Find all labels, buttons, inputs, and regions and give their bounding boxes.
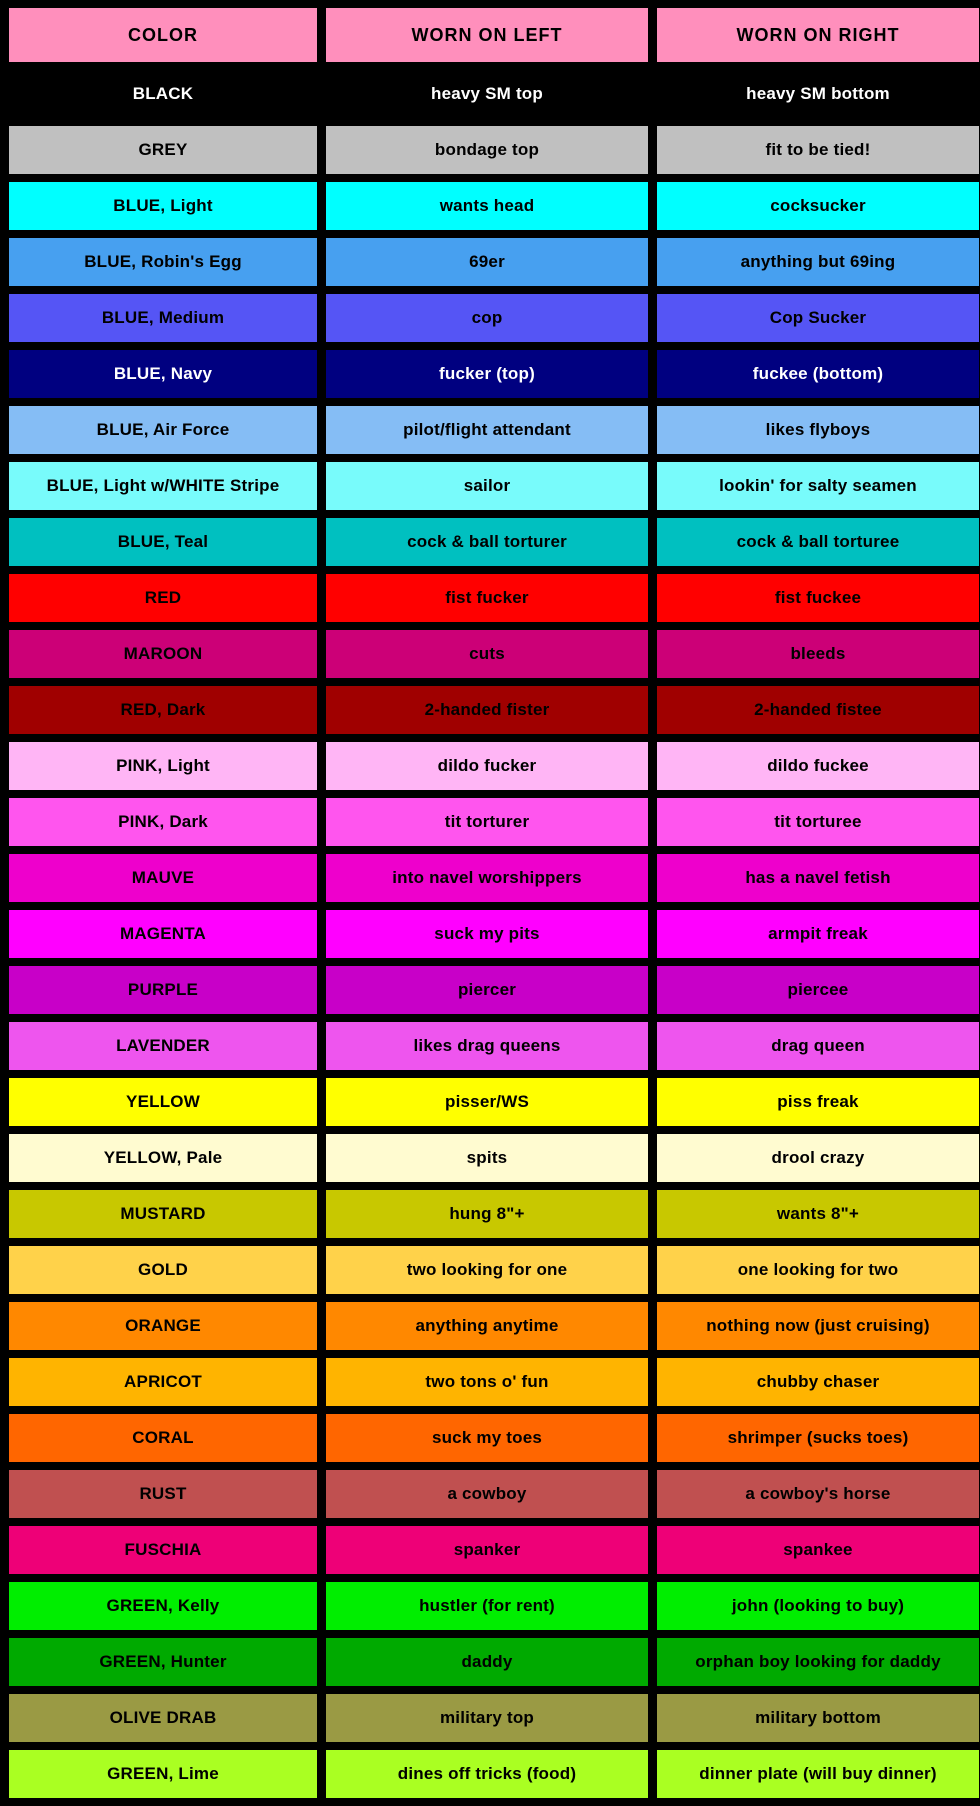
cell-worn-on-left: likes drag queens	[326, 1022, 648, 1070]
cell-worn-on-left: pilot/flight attendant	[326, 406, 648, 454]
cell-worn-on-right: armpit freak	[657, 910, 979, 958]
cell-worn-on-right: one looking for two	[657, 1246, 979, 1294]
cell-color-name: BLUE, Navy	[9, 350, 317, 398]
cell-worn-on-left: cock & ball torturer	[326, 518, 648, 566]
table-row	[9, 630, 979, 678]
cell-color-name: PURPLE	[9, 966, 317, 1014]
cell-worn-on-left: sailor	[326, 462, 648, 510]
cell-worn-on-left: into navel worshippers	[326, 854, 648, 902]
cell-worn-on-left: fist fucker	[326, 574, 648, 622]
table-row	[9, 182, 979, 230]
cell-color-name: MAUVE	[9, 854, 317, 902]
table-row	[9, 350, 979, 398]
cell-worn-on-left: suck my pits	[326, 910, 648, 958]
cell-worn-on-left: two tons o' fun	[326, 1358, 648, 1406]
table-row	[9, 238, 979, 286]
table-row	[9, 1414, 979, 1462]
cell-worn-on-right: orphan boy looking for daddy	[657, 1638, 979, 1686]
cell-color-name: MUSTARD	[9, 1190, 317, 1238]
cell-worn-on-right: anything but 69ing	[657, 238, 979, 286]
cell-worn-on-right: tit torturee	[657, 798, 979, 846]
cell-worn-on-left: two looking for one	[326, 1246, 648, 1294]
cell-worn-on-left: spanker	[326, 1526, 648, 1574]
cell-worn-on-right: spankee	[657, 1526, 979, 1574]
cell-worn-on-right: shrimper (sucks toes)	[657, 1414, 979, 1462]
cell-color-name: GREEN, Lime	[9, 1750, 317, 1798]
table-row	[9, 126, 979, 174]
cell-worn-on-right: john (looking to buy)	[657, 1582, 979, 1630]
cell-worn-on-left: hustler (for rent)	[326, 1582, 648, 1630]
cell-worn-on-right: chubby chaser	[657, 1358, 979, 1406]
table-row	[9, 854, 979, 902]
cell-worn-on-left: suck my toes	[326, 1414, 648, 1462]
cell-worn-on-right: piss freak	[657, 1078, 979, 1126]
cell-worn-on-right: drag queen	[657, 1022, 979, 1070]
cell-worn-on-left: daddy	[326, 1638, 648, 1686]
table-header-row	[9, 8, 979, 62]
cell-worn-on-left: heavy SM top	[326, 70, 648, 118]
cell-color-name: BLUE, Robin's Egg	[9, 238, 317, 286]
cell-color-name: YELLOW	[9, 1078, 317, 1126]
table-row	[9, 1694, 979, 1742]
cell-worn-on-right: a cowboy's horse	[657, 1470, 979, 1518]
cell-color-name: MAGENTA	[9, 910, 317, 958]
cell-worn-on-left: spits	[326, 1134, 648, 1182]
cell-worn-on-left: cuts	[326, 630, 648, 678]
table-row	[9, 462, 979, 510]
cell-color-name: LAVENDER	[9, 1022, 317, 1070]
table-row	[9, 70, 979, 118]
table-row	[9, 1750, 979, 1798]
cell-worn-on-left: pisser/WS	[326, 1078, 648, 1126]
cell-worn-on-right: dildo fuckee	[657, 742, 979, 790]
table-row	[9, 966, 979, 1014]
cell-worn-on-left: dines off tricks (food)	[326, 1750, 648, 1798]
cell-worn-on-left: 2-handed fister	[326, 686, 648, 734]
cell-color-name: YELLOW, Pale	[9, 1134, 317, 1182]
cell-worn-on-right: nothing now (just cruising)	[657, 1302, 979, 1350]
cell-worn-on-right: dinner plate (will buy dinner)	[657, 1750, 979, 1798]
table-row	[9, 294, 979, 342]
cell-color-name: GREY	[9, 126, 317, 174]
cell-color-name: ORANGE	[9, 1302, 317, 1350]
cell-worn-on-left: hung 8"+	[326, 1190, 648, 1238]
cell-color-name: GREEN, Kelly	[9, 1582, 317, 1630]
cell-worn-on-left: anything anytime	[326, 1302, 648, 1350]
table-row	[9, 1302, 979, 1350]
cell-worn-on-right: likes flyboys	[657, 406, 979, 454]
cell-worn-on-right: bleeds	[657, 630, 979, 678]
table-row	[9, 1526, 979, 1574]
cell-color-name: RUST	[9, 1470, 317, 1518]
cell-worn-on-right: fuckee (bottom)	[657, 350, 979, 398]
column-header-worn-on-right: WORN ON RIGHT	[657, 8, 979, 62]
cell-worn-on-right: has a navel fetish	[657, 854, 979, 902]
cell-color-name: GOLD	[9, 1246, 317, 1294]
cell-worn-on-right: drool crazy	[657, 1134, 979, 1182]
cell-color-name: BLACK	[9, 70, 317, 118]
cell-color-name: GREEN, Hunter	[9, 1638, 317, 1686]
table-row	[9, 798, 979, 846]
cell-color-name: PINK, Light	[9, 742, 317, 790]
cell-color-name: APRICOT	[9, 1358, 317, 1406]
table-body	[9, 70, 979, 1798]
table-row	[9, 1638, 979, 1686]
table-row	[9, 1246, 979, 1294]
cell-color-name: BLUE, Air Force	[9, 406, 317, 454]
cell-color-name: PINK, Dark	[9, 798, 317, 846]
cell-color-name: CORAL	[9, 1414, 317, 1462]
cell-worn-on-right: lookin' for salty seamen	[657, 462, 979, 510]
cell-worn-on-left: a cowboy	[326, 1470, 648, 1518]
table-row	[9, 1078, 979, 1126]
table-row	[9, 1470, 979, 1518]
cell-worn-on-left: wants head	[326, 182, 648, 230]
table-row	[9, 686, 979, 734]
cell-color-name: RED, Dark	[9, 686, 317, 734]
cell-worn-on-right: military bottom	[657, 1694, 979, 1742]
table-row	[9, 406, 979, 454]
cell-worn-on-right: fit to be tied!	[657, 126, 979, 174]
table-row	[9, 518, 979, 566]
cell-worn-on-left: cop	[326, 294, 648, 342]
cell-color-name: BLUE, Teal	[9, 518, 317, 566]
cell-worn-on-left: 69er	[326, 238, 648, 286]
cell-color-name: BLUE, Medium	[9, 294, 317, 342]
cell-worn-on-right: heavy SM bottom	[657, 70, 979, 118]
cell-worn-on-right: 2-handed fistee	[657, 686, 979, 734]
cell-worn-on-right: fist fuckee	[657, 574, 979, 622]
table-row	[9, 1134, 979, 1182]
cell-worn-on-right: Cop Sucker	[657, 294, 979, 342]
cell-worn-on-right: cock & ball torturee	[657, 518, 979, 566]
cell-color-name: MAROON	[9, 630, 317, 678]
cell-worn-on-left: tit torturer	[326, 798, 648, 846]
cell-color-name: BLUE, Light w/WHITE Stripe	[9, 462, 317, 510]
cell-worn-on-left: fucker (top)	[326, 350, 648, 398]
table-header	[9, 8, 979, 62]
table-row	[9, 1582, 979, 1630]
table-row	[9, 1190, 979, 1238]
table-row	[9, 1022, 979, 1070]
table-row	[9, 910, 979, 958]
cell-worn-on-left: piercer	[326, 966, 648, 1014]
cell-worn-on-right: cocksucker	[657, 182, 979, 230]
cell-color-name: OLIVE DRAB	[9, 1694, 317, 1742]
table-row	[9, 742, 979, 790]
column-header-color: COLOR	[9, 8, 317, 62]
cell-worn-on-left: military top	[326, 1694, 648, 1742]
cell-color-name: BLUE, Light	[9, 182, 317, 230]
cell-worn-on-right: piercee	[657, 966, 979, 1014]
table-row	[9, 1358, 979, 1406]
table-row	[9, 574, 979, 622]
cell-worn-on-right: wants 8"+	[657, 1190, 979, 1238]
cell-color-name: FUSCHIA	[9, 1526, 317, 1574]
column-header-worn-on-left: WORN ON LEFT	[326, 8, 648, 62]
cell-color-name: RED	[9, 574, 317, 622]
cell-worn-on-left: dildo fucker	[326, 742, 648, 790]
cell-worn-on-left: bondage top	[326, 126, 648, 174]
